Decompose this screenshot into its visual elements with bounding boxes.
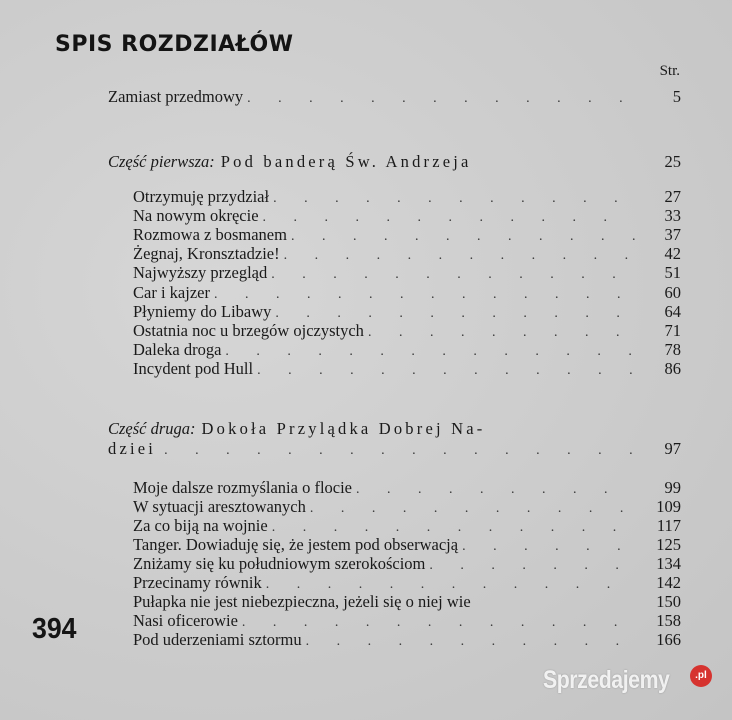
entry-page: 71 [664,321,681,340]
part-title-line1: Dokoła Przylądka Dobrej Na- [201,419,486,438]
toc-entry-intro [108,87,681,106]
entry-label: Otrzymuję przydział [133,187,270,206]
entry-label: Płyniemy do Libawy [133,302,272,321]
entry-label: Zamiast przedmowy [108,87,244,106]
toc-entry [133,225,681,244]
toc-entry [133,630,681,649]
watermark-badge-icon: .pl [690,665,712,687]
page-title: SPIS ROZDZIAŁÓW [55,32,294,57]
entry-page: 33 [664,206,681,225]
toc-entry [133,321,681,340]
dot-leader [271,265,635,284]
entry-label: Nasi oficerowie [133,611,238,630]
entry-page: 27 [664,187,681,206]
entry-label: Moje dalsze rozmyślania o flocie [133,478,353,497]
entry-label: Car i kajzer [133,283,210,302]
entry-label: Incydent pod Hull [133,359,254,378]
part-title-line2: dziei [108,439,157,458]
part-heading-1 [108,152,681,172]
dot-leader [164,441,635,461]
entry-page: 5 [672,87,681,106]
dot-leader [306,632,635,651]
part-prefix: Część pierwsza: [108,152,215,171]
entry-page: 42 [664,244,681,263]
toc-entry [133,478,681,497]
entry-label: Żegnaj, Kronsztadzie! [133,244,280,263]
toc-entry [133,516,681,535]
toc-entry [133,573,681,592]
toc-entry [133,554,681,573]
entry-page: 78 [664,340,681,359]
part-heading-2 [108,419,681,461]
toc-entry [133,302,681,321]
entry-label: Pułapka nie jest niebezpieczna, jeżeli się o niej wie [133,592,471,611]
watermark-logo: Sprzedajemy [543,666,670,694]
toc-entry [133,283,681,302]
entry-page: 64 [664,302,681,321]
entry-page: 142 [656,573,681,592]
part-title: Pod banderą Św. Andrzeja [220,152,472,171]
toc-entry [133,497,681,516]
entry-label: Daleka droga [133,340,222,359]
toc-entry [133,187,681,206]
toc-entry [133,359,681,378]
page-column-header: Str. [659,63,680,79]
entry-page: 125 [656,535,681,554]
dot-leader [257,361,635,380]
entry-label: Zniżamy się ku południowym szerokościom [133,554,426,573]
entry-page: 86 [664,359,681,378]
toc-entry [133,263,681,282]
entry-page: 109 [656,497,681,516]
toc-entry [133,340,681,359]
entry-label: Za co biją na wojnie [133,516,268,535]
toc-entry [133,611,681,630]
entry-label: Tanger. Dowiaduję się, że jestem pod obserwacją [133,535,459,554]
entry-label: W sytuacji aresztowanych [133,497,306,516]
entry-page: 99 [664,478,681,497]
entry-page: 166 [656,630,681,649]
toc-entry [133,592,681,611]
dot-leader [247,89,635,108]
entry-page: 37 [664,225,681,244]
entry-label: Przecinamy równik [133,573,262,592]
entry-label: Najwyższy przegląd [133,263,268,282]
part-prefix: Część druga: [108,419,196,438]
toc-entry [133,206,681,225]
entry-page: 150 [656,592,681,611]
entry-label: Na nowym okręcie [133,206,259,225]
entry-page: 158 [656,611,681,630]
part-page: 97 [664,439,681,458]
entry-page: 51 [664,263,681,282]
entry-label: Pod uderzeniami sztormu [133,630,302,649]
entry-page: 134 [656,554,681,573]
page-number-folio: 394 [32,613,77,645]
toc-entry [133,244,681,263]
entry-label: Ostatnia noc u brzegów ojczystych [133,321,364,340]
entry-page: 60 [664,283,681,302]
toc-entry [133,535,681,554]
entry-label: Rozmowa z bosmanem [133,225,287,244]
entry-page: 117 [656,516,681,535]
part-page: 25 [664,152,681,171]
